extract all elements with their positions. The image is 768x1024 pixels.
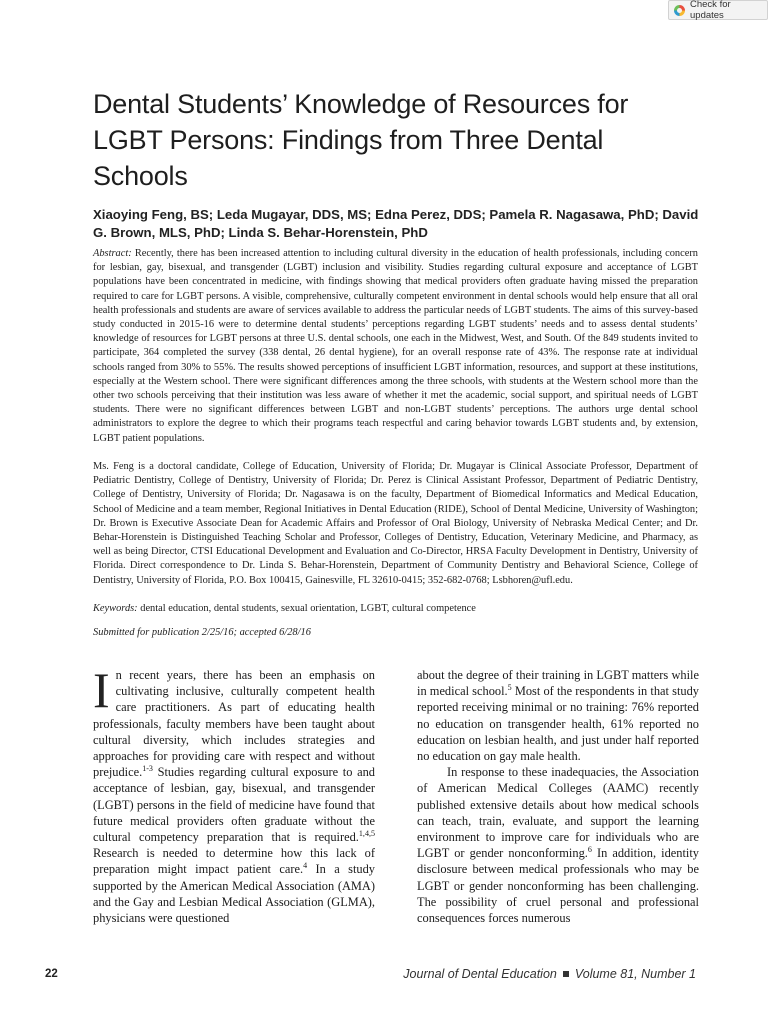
separator-square-icon: [563, 971, 569, 977]
citation: 1-3: [142, 764, 153, 774]
intro-paragraph: In recent years, there has been an emphasis on cultivating inclusive, culturally competent health care practitioners. As part of educating health professionals, faculty members have been taught about cultural diversity, which includes strategies and approaches for providing care with respect and without prejudice.$^{1-3}$ Studies regarding cultural exposure to and acceptance of lesbian, gay, bisexual, and transgender (LGBT) persons in the field of medicine have found that future medical providers often graduate without the cultural competency preparation that is required.$^{1,4,5}$ Research is needed to determine how this lack of preparation might impact patient care.$^4$ In a study supported by the American Medical Association (AMA) and the Gay and Lesbian Medical Association (GLMA), physicians were questioned: [93, 662, 375, 926]
article-title: Dental Students’ Knowledge of Resources for LGBT Persons: Findings from Three Dental Schools: [93, 89, 629, 191]
keywords: [93, 602, 698, 616]
citation: 6: [587, 845, 592, 855]
submission-dates: Submitted for publication 2/25/16; accepted 6/28/16: [93, 627, 311, 638]
keywords-text: dental education, dental students, sexual orientation, LGBT, cultural competence: [140, 603, 476, 614]
crossmark-icon: [674, 5, 685, 16]
citation: 1,4,5: [358, 828, 375, 838]
check-for-updates-label: Check for updates: [690, 0, 731, 21]
citation: 4: [303, 861, 308, 871]
drop-cap: I: [93, 662, 110, 718]
author-affiliations: Ms. Feng is a doctoral candidate, College of Education, University of Florida; Dr. Mugayar is Clinical Associate Professor, Department of Pediatric Dentistry, College of Dentistry, University of Florida; Dr. Perez is Clinical Assistant Professor, Department of Pediatric Dentistry, College of Dentistry, University of Florida; Dr. Nagasawa is on the faculty, Department of Biomedical Informatics and Medical Education, School of Medicine and a team member, Regional Initiatives in Dental Education (RIDE), School of Dental Medicine, University of Washington; Dr. Brown is Executive Associate Dean for Academic Affairs and Professor of Oral Biology, University of Nebraska Medical Center; and Dr. Behar-Horenstein is Distinguished Teaching Scholar and Professor, Colleges of Dentistry, Education, Veterinary Medicine, and Pharmacy, as well as being Director, CTSI Educational Development and Evaluation and Co-Director, HRSA Faculty Development in Dentistry, University of Florida. Direct correspondence to Dr. Linda S. Behar-Horenstein, Department of Community Dentistry and Behavioral Science, College of Dentistry, University of Florida, P.O. Box 100415, Gainesville, FL 32610-0415; 352-682-0768; Lsbhoren@ufl.edu.: [93, 461, 698, 586]
page-number: 22: [45, 968, 58, 980]
body-paragraph: In response to these inadequacies, the Association of American Medical Colleges (AAMC) recently published extensive details about how medical schools can teach, train, evaluate, and support the learning environment to improve care for individuals who are LGBT or gender nonconforming.$^6$ In addition, identity disclosure between medical professionals who may be LGBT or gender nonconforming has been challenging. The possibility of cruel personal and professional consequences forces numerous: [417, 765, 699, 926]
abstract-label: Abstract:: [93, 248, 132, 259]
journal-name: Journal of Dental Education: [403, 967, 557, 981]
abstract: [93, 247, 698, 446]
keywords-label: Keywords:: [93, 603, 138, 614]
body-paragraph: about the degree of their training in LGBT matters while in medical school.$^5$ Most of the respondents in that study reported receiving minimal or no training: 76% reported no education on transgender health, 61% reported no education on lesbian health, and just under half reported no education on gay male health.: [417, 668, 699, 764]
author-list: Xiaoying Feng, BS; Leda Mugayar, DDS, MS; Edna Perez, DDS; Pamela R. Nagasawa, PhD; David G. Brown, MLS, PhD; Linda S. Behar-Horenstein, PhD: [93, 207, 699, 240]
body-column-left: [93, 662, 375, 926]
citation: 5: [507, 683, 512, 693]
running-footer: [403, 967, 696, 981]
body-column-right: [417, 667, 699, 926]
check-for-updates-button[interactable]: [668, 0, 768, 20]
abstract-text: Recently, there has been increased attention to including cultural diversity in the education of health professionals, including concern for lesbian, gay, bisexual, and transgender (LGBT) inclusion and visibility. Studies regarding cultural exposure and acceptance of LGBT populations have been concentrated in medicine, with findings showing that medical providers often graduate having missed the preparation required to care for LGBT persons. A visible, comprehensive, culturally competent environment in dental schools would help ensure that all oral health professionals and students are aware of services available to address the particular needs of LGBT students. The aims of this survey-based study conducted in 2015-16 were to determine dental students’ perceptions regarding LGBT students’ needs and to assess dental students’ knowledge of resources for LGBT persons at three U.S. dental schools, one each in the Midwest, West, and South. Of the 849 students invited to participate, 364 completed the survey (338 dental, 26 dental hygiene), for an overall response rate of 43%. The response rate at individual schools ranged from 30% to 55%. The results showed perceptions of insufficient LGBT information, resources, and support at these institutions, especially at the Western school. There were significant differences among the three schools, with students at the Western school more than the other two schools perceiving that their institution was less aware of whether it met the academic, social support, and spiritual needs of LGBT students. There were no significant differences between LGBT and non-LGBT students’ perceptions. The authors urge dental school administrators to explore the degree to which their programs teach respectful and caring behavior towards LGBT students and, by extension, LGBT patient populations.: [93, 248, 698, 444]
volume-issue: Volume 81, Number 1: [574, 967, 696, 981]
